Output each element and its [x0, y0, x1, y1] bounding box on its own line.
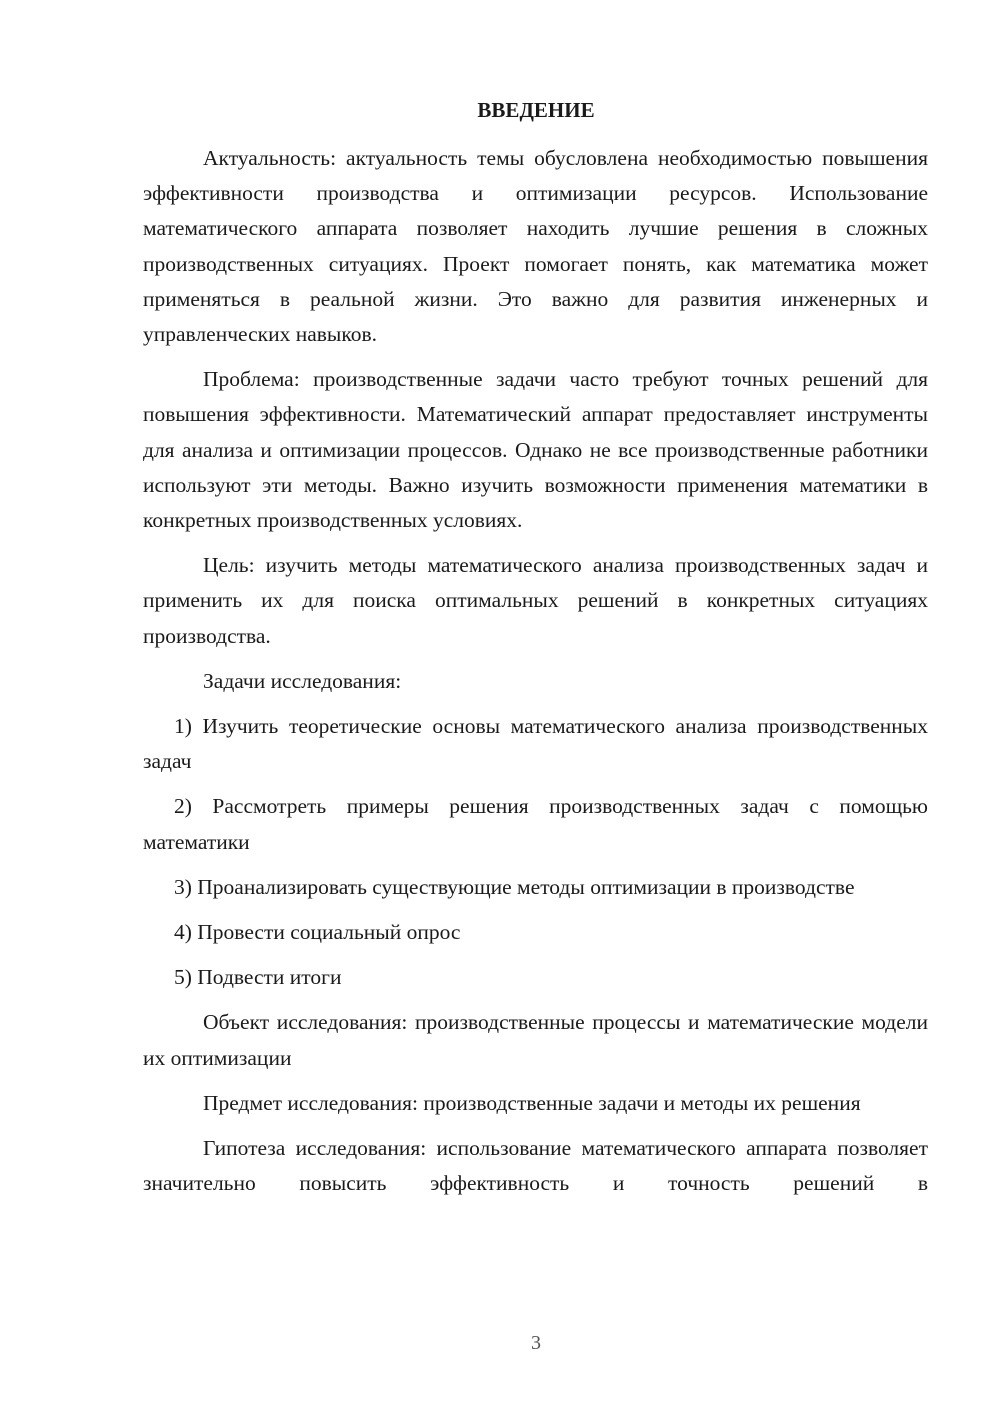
task-item-3: 3) Проанализировать существующие методы оптимизации в производстве — [174, 874, 855, 899]
task-item-4: 4) Провести социальный опрос — [174, 920, 461, 945]
paragraph-problem: Проблема: производственные задачи часто требуют точных решений для повышения эффективности. Математический аппарат предоставляет инструменты для анализа и оптимизации процессов. Однако не все производственные работники используют эти методы. Важно изучить возможности применения математики в конкретных производственных условиях. — [143, 367, 928, 533]
paragraph-relevance: Актуальность: актуальность темы обусловлена необходимостью повышения эффективности производства и оптимизации ресурсов. Использование математического аппарата позволяет находить лучшие решения в сложных производственных ситуациях. Проект помогает понять, как математика может применяться в реальной жизни. Это важно для развития инженерных и управленческих навыков. — [143, 146, 928, 347]
paragraph-object: Объект исследования: производственные процессы и математические модели их оптимизации — [143, 1010, 928, 1070]
paragraph-hypothesis: Гипотеза исследования: использование математического аппарата позволяет значительно повысить эффективность и точность решений в — [143, 1136, 928, 1196]
paragraph-subject: Предмет исследования: производственные задачи и методы их решения — [203, 1090, 861, 1115]
task-item-1: 1) Изучить теоретические основы математического анализа производственных задач — [143, 714, 928, 774]
task-item-2: 2) Рассмотреть примеры решения производственных задач с помощью математики — [143, 794, 928, 854]
body-text — [143, 141, 928, 1211]
task-item-5: 5) Подвести итоги — [174, 965, 342, 990]
page-number: 3 — [531, 1332, 541, 1354]
page-title: ВВЕДЕНИЕ — [477, 98, 595, 122]
paragraph-tasks-title: Задачи исследования: — [203, 668, 402, 693]
paragraph-goal: Цель: изучить методы математического анализа производственных задач и применить их для поиска оптимальных решений в конкретных ситуациях производства. — [143, 553, 928, 648]
